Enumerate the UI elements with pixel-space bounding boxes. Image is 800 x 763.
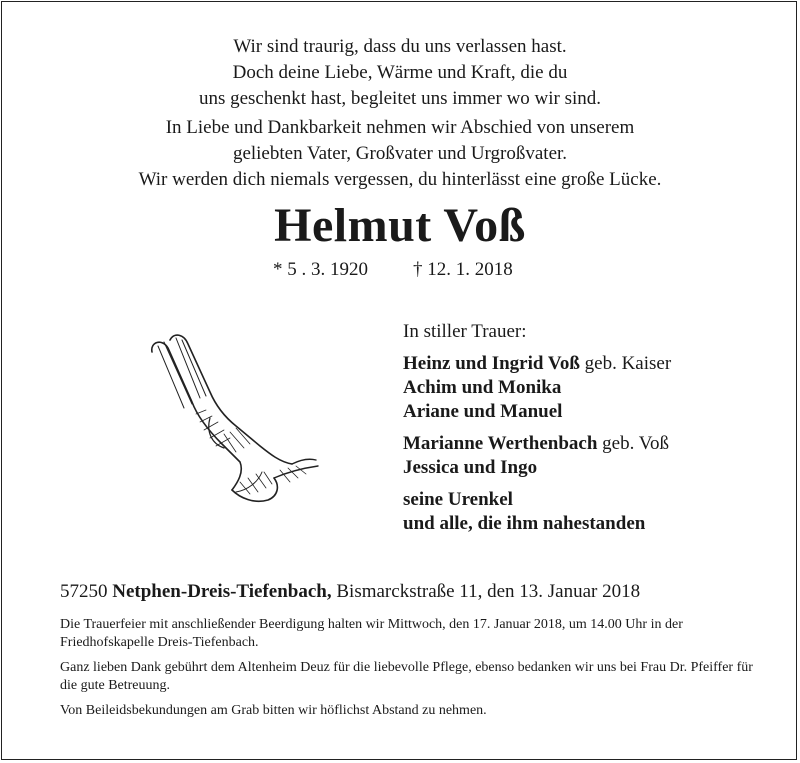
praying-hands-icon [140,322,325,512]
mourner-names: Jessica und Ingo [403,457,538,478]
mourner-names: und alle, die ihm nahestanden [403,513,646,534]
notes-section [60,616,760,727]
mourner-names: Marianne Werthenbach [403,433,598,454]
mourners-list [403,320,671,536]
poem-line: Wir werden dich niemals vergessen, du hinterlässt eine große Lücke. [138,169,662,190]
address-date: Bismarckstraße 11, den 13. Januar 2018 [336,581,641,602]
mourner-names: seine Urenkel [403,489,513,510]
mourner-suffix: geb. Kaiser [579,353,672,374]
zip-code: 57250 [60,581,108,602]
condolence-note: Von Beileidsbekundungen am Grab bitten wir höflichst Abstand zu nehmen. [60,703,487,718]
mourner-names: Ariane und Manuel [403,401,563,422]
poem-line: In Liebe und Dankbarkeit nehmen wir Abschied von unserem [165,117,635,138]
poem-line: Wir sind traurig, dass du uns verlassen hast. [233,36,567,57]
poem-stanza-2 [0,115,800,193]
mourner-names: Heinz und Ingrid Voß [403,353,580,374]
death-date: † 12. 1. 2018 [413,259,513,280]
poem-line: Doch deine Liebe, Wärme und Kraft, die du [232,62,568,83]
mourner-names: Achim und Monika [403,377,562,398]
thanks-note: Ganz lieben Dank gebührt dem Altenheim Deuz für die liebevolle Pflege, ebenso bedanken wir uns bei Frau Dr. Pfeiffer für die gute Betreuung. [60,660,753,693]
birth-date: * 5 . 3. 1920 [273,259,368,280]
funeral-note: Die Trauerfeier mit anschließender Beerdigung halten wir Mittwoch, den 17. Januar 2018, um 14.00 Uhr in der Friedhofskapelle Dreis-Tiefenbach. [60,617,683,650]
location-line [60,580,640,604]
poem-stanza-1 [0,34,800,112]
poem-line: geliebten Vater, Großvater und Urgroßvater. [232,143,568,164]
town-name: Netphen-Dreis-Tiefenbach, [112,581,332,602]
mourner-suffix: geb. Voß [597,433,670,454]
deceased-name: Helmut Voß [274,199,526,252]
poem-line: uns geschenkt hast, begleitet uns immer wo wir sind. [198,88,602,109]
mourners-intro: In stiller Trauer: [403,321,527,342]
